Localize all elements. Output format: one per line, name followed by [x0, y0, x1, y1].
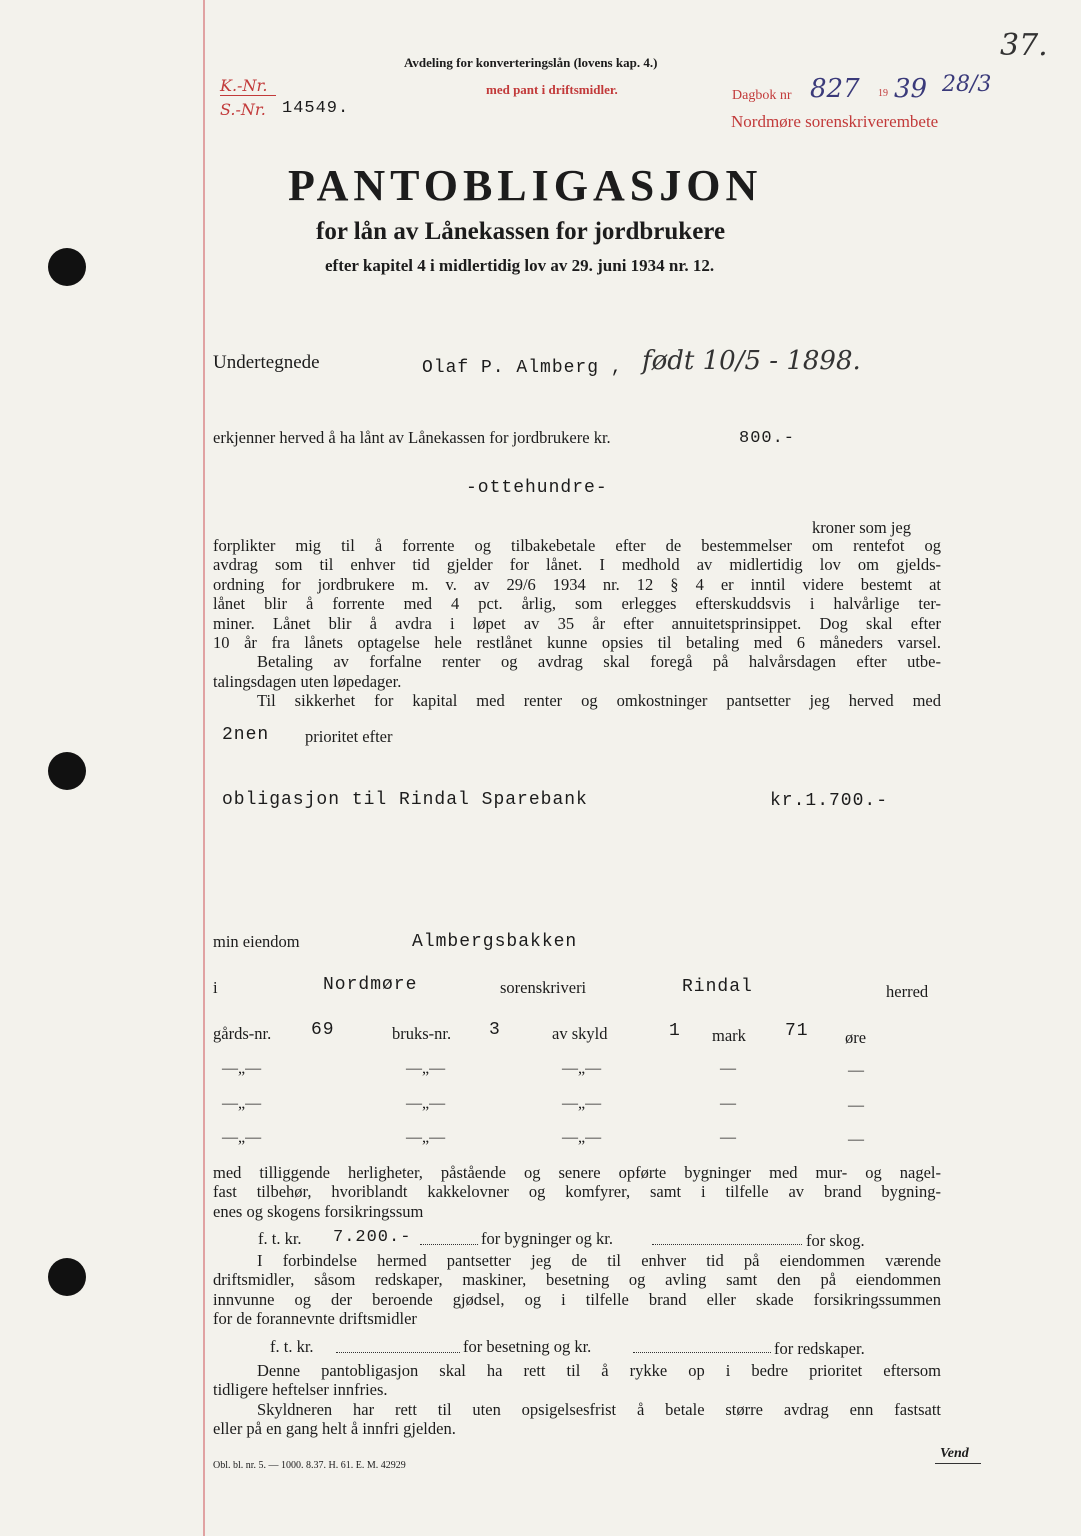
mark-value: 1: [669, 1021, 681, 1041]
prior-obligation: obligasjon til Rindal Sparebank: [222, 790, 588, 810]
prior-obligation-amount: kr.1.700.-: [770, 791, 889, 811]
appurtenances-line: enes og skogens forsikringssum: [213, 1201, 424, 1221]
mark-label: mark: [712, 1026, 746, 1045]
i-label: i: [213, 978, 218, 997]
collateral-line: med pant i driftsmidler.: [486, 82, 618, 97]
payment-line: Betaling av forfalne renter og avdrag skal foregå på halvårsdagen efter utbe-: [257, 652, 941, 672]
signatory-name: Olaf P. Almberg ,: [422, 358, 623, 378]
terms-line: avdrag som til enhver tid gjelder for lånet. I medhold av midlertidig lov om gjelds-: [213, 555, 941, 575]
building-tail: for skog.: [806, 1231, 865, 1250]
punch-hole: [48, 248, 86, 286]
gards-nr: 69: [311, 1020, 335, 1040]
office-stamp: Nordmøre sorenskriverembete: [731, 112, 939, 131]
priority-label: prioritet efter: [305, 727, 393, 746]
dash-mark: —: [720, 1095, 736, 1112]
ditto-mark: —„—: [406, 1060, 446, 1077]
property-name: Almbergsbakken: [412, 932, 578, 952]
operating-line: driftsmidler, såsom redskaper, maskiner, besetning og avling samt den på eiendommen: [213, 1270, 941, 1290]
bruks-nr: 3: [489, 1020, 501, 1040]
division-line: Avdeling for konverteringslån (lovens kap. 4.): [404, 55, 658, 70]
punch-hole: [48, 752, 86, 790]
vend-underline: [935, 1463, 981, 1464]
dagbok-year-prefix: 19: [878, 88, 888, 99]
dash-mark: —: [720, 1060, 736, 1077]
dotted-rule: [652, 1244, 802, 1245]
district-label: sorenskriveri: [500, 978, 587, 997]
dash-mark: —: [720, 1129, 736, 1146]
dagbok-label: Dagbok nr: [732, 88, 792, 103]
dagbok-date: 28/3: [942, 72, 992, 97]
appurtenances-paragraph: [213, 1163, 941, 1221]
closing-paragraph: [213, 1361, 941, 1439]
closing-line: Skyldneren har rett til uten opsigelsesfrist å betale større avdrag enn fastsatt: [257, 1399, 941, 1419]
terms-line: ordning for jordbrukere m. v. av 29/6 1934 nr. 12 § 4 er inntil videre bestemt at: [213, 574, 941, 594]
ore-label: øre: [845, 1028, 867, 1047]
ditto-mark: —„—: [406, 1129, 446, 1146]
acknowledgement-text: erkjenner herved å ha lånt av Lånekassen for jordbrukere kr.: [213, 428, 611, 447]
operating-line: innvunne og der beroende gjødsel, og i tilfelle brand eller skade forsikringssummen: [213, 1289, 941, 1309]
terms-paragraph: [213, 536, 941, 711]
operating-line: I forbindelse hermed pantsetter jeg de til enhver tid på eiendommen værende: [257, 1251, 941, 1270]
page-number: 37.: [1000, 28, 1048, 63]
k-nr-rule: [220, 95, 276, 96]
closing-line: eller på en gang helt å innfri gjelden.: [213, 1419, 456, 1439]
terms-line: lånet blir å forrente med 4 pct. årlig, som erlegges efterskuddsvis i halvårlige ter-: [213, 594, 941, 614]
s-nr-value: 14549.: [282, 99, 350, 118]
k-nr-label: K.-Nr.: [220, 76, 268, 95]
dotted-rule: [336, 1352, 460, 1353]
dotted-rule: [420, 1244, 478, 1245]
stock-ft-prefix: f. t. kr.: [270, 1337, 314, 1356]
ditto-mark: —„—: [406, 1095, 446, 1112]
ditto-mark: —„—: [222, 1095, 262, 1112]
punch-hole: [48, 1258, 86, 1296]
document-title: PANTOBLIGASJON: [288, 161, 763, 210]
ditto-mark: —„—: [562, 1095, 602, 1112]
operating-line: for de forannevnte driftsmidler: [213, 1309, 417, 1329]
dagbok-number: 827: [810, 74, 860, 104]
signatory-birth: født 10/5 - 1898.: [642, 346, 861, 376]
dash-mark: —: [848, 1097, 864, 1114]
municipality-label: herred: [886, 982, 929, 1001]
district-value: Nordmøre: [323, 975, 418, 995]
terms-line: 10 år fra lånets optagelse hele restlånet kunne opsies til betaling med 6 måneders varsel.: [213, 633, 941, 653]
security-line: Til sikkerhet for kapital med renter og omkostninger pantsetter jeg herved med: [257, 691, 941, 711]
building-sum: 7.200.-: [333, 1228, 412, 1247]
red-margin-line: [203, 0, 205, 1536]
skyld-label: av skyld: [552, 1024, 608, 1043]
priority-rank: 2nen: [222, 725, 270, 745]
operating-paragraph: [213, 1251, 941, 1329]
municipality-value: Rindal: [682, 977, 753, 997]
terms-line: miner. Lånet blir å avdra i løpet av 35 år efter annuitetsprinsippet. Dog skal efter: [213, 613, 941, 633]
stock-mid: for besetning og kr.: [463, 1337, 592, 1356]
kroner-tail: kroner som jeg: [812, 518, 911, 537]
law-reference: efter kapitel 4 i midlertidig lov av 29. juni 1934 nr. 12.: [325, 256, 715, 275]
ditto-mark: —„—: [222, 1129, 262, 1146]
terms-line: forplikter mig til å forrente og tilbakebetale efter de bestemmelser om rentefot og: [213, 536, 941, 555]
vend-label: Vend: [940, 1446, 969, 1461]
dash-mark: —: [848, 1131, 864, 1148]
building-mid: for bygninger og kr.: [481, 1229, 613, 1248]
loan-amount-words: -ottehundre-: [466, 478, 608, 498]
ditto-mark: —„—: [562, 1060, 602, 1077]
gards-label: gårds-nr.: [213, 1024, 272, 1043]
dash-mark: —: [848, 1062, 864, 1079]
form-reference: Obl. bl. nr. 5. — 1000. 8.37. H. 61. E. M. 42929: [213, 1460, 406, 1471]
closing-line: Denne pantobligasjon skal ha rett til å rykke op i bedre prioritet eftersom: [257, 1361, 941, 1380]
property-label: min eiendom: [213, 932, 300, 951]
tools-tail: for redskaper.: [774, 1339, 865, 1358]
closing-line: tidligere heftelser innfries.: [213, 1380, 388, 1400]
ditto-mark: —„—: [562, 1129, 602, 1146]
dotted-rule: [633, 1352, 771, 1353]
ditto-mark: —„—: [222, 1060, 262, 1077]
signatory-label: Undertegnede: [213, 352, 320, 373]
bruks-label: bruks-nr.: [392, 1024, 452, 1043]
loan-amount: 800.-: [739, 429, 796, 448]
dagbok-year: 39: [894, 74, 928, 104]
ore-value: 71: [785, 1021, 809, 1041]
appurtenances-line: fast tilbehør, hvoriblandt kakkelovner og komfyrer, samt i tilfelle av brand bygning-: [213, 1182, 941, 1202]
s-nr-label: S.-Nr.: [220, 100, 266, 119]
payment-line: talingsdagen uten løpedager.: [213, 671, 402, 691]
document-subtitle: for lån av Lånekassen for jordbrukere: [316, 218, 726, 245]
building-ft-prefix: f. t. kr.: [258, 1229, 302, 1248]
appurtenances-line: med tilliggende herligheter, påstående og senere opførte bygninger med mur- og nagel-: [213, 1163, 941, 1182]
